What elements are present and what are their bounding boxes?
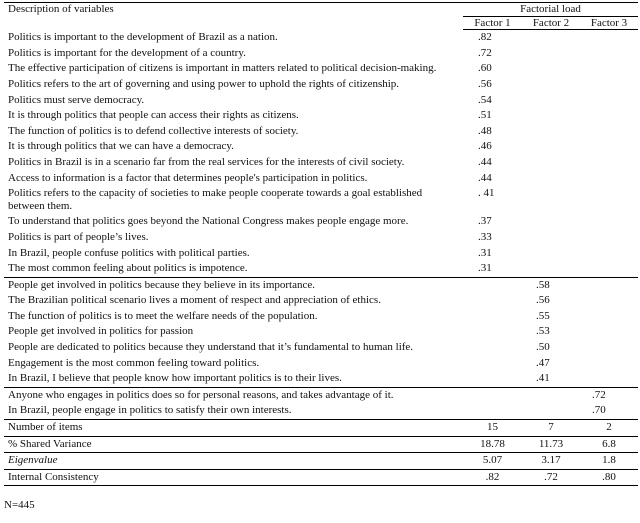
- factor-1-loading: .51: [478, 109, 492, 122]
- summary-label: Eigenvalue: [4, 453, 463, 470]
- factor-2-loading: .41: [536, 372, 550, 385]
- factor-2-loading: .50: [536, 341, 550, 354]
- factor-2-loading: [522, 214, 580, 230]
- factor-3-summary-value: 1.8: [580, 453, 638, 470]
- factor-2-loading: .55: [536, 309, 550, 322]
- table-row: [4, 340, 638, 356]
- table-body-items: [4, 30, 638, 420]
- factor-3-loading: [580, 371, 638, 387]
- factor-2-loading: .56: [536, 294, 550, 307]
- item-description: In Brazil, people confuse politics with political parties.: [8, 246, 250, 259]
- factor-2-loading: [522, 61, 580, 77]
- factor-3-loading: .72: [580, 387, 638, 403]
- item-description: It is through politics that we can have a democracy.: [8, 140, 234, 153]
- item-description: The Brazilian political scenario lives a moment of respect and appreciation of ethics.: [8, 294, 381, 307]
- factor-2-loading: [522, 30, 580, 46]
- item-description: Politics in Brazil is in a scenario far from the real services for the interests of civil society.: [8, 155, 405, 168]
- factor-2-loading: [522, 387, 580, 403]
- table-row: [4, 230, 638, 246]
- factor-3-loading: [580, 324, 638, 340]
- table-row: [4, 324, 638, 340]
- sample-size-note: N=445: [4, 499, 35, 511]
- factor-3-loading: [580, 186, 638, 214]
- factor-3-loading: [580, 46, 638, 62]
- factor-1-loading: .46: [478, 140, 492, 153]
- factor-3-loading: [580, 124, 638, 140]
- factor-1-loading: .54: [478, 93, 492, 106]
- factor-1-loading: .60: [478, 62, 492, 75]
- table-row: [4, 93, 638, 109]
- factor-2-summary-value: 3.17: [522, 453, 580, 470]
- factor-3-loading: [580, 30, 638, 46]
- table-row: [4, 261, 638, 277]
- item-description: In Brazil, people engage in politics to satisfy their own interests.: [8, 404, 292, 417]
- summary-label: Internal Consistency: [4, 469, 463, 486]
- factor-3-summary-value: 2: [580, 420, 638, 437]
- factor-2-header: Factor 2: [522, 16, 580, 30]
- factor-3-loading: [580, 230, 638, 246]
- factor-3-loading: [580, 214, 638, 230]
- factor-1-loading: . 41: [478, 187, 495, 200]
- factor-1-loading: [463, 387, 522, 403]
- table-row: [4, 246, 638, 262]
- table-row: [4, 356, 638, 372]
- summary-label: % Shared Variance: [4, 436, 463, 453]
- item-description: Access to information is a factor that determines people's participation in politics.: [8, 171, 368, 184]
- factor-1-loading: .82: [478, 31, 492, 44]
- item-description: Politics is part of people’s lives.: [8, 230, 149, 243]
- factor-3-summary-value: 6.8: [580, 436, 638, 453]
- factor-1-loading: [463, 309, 522, 325]
- summary-row: [4, 469, 638, 486]
- table-row: [4, 403, 638, 419]
- factor-2-loading: [522, 77, 580, 93]
- factor-1-loading: .72: [478, 46, 492, 59]
- table-body-summary: [4, 420, 638, 486]
- factor-1-loading: .31: [478, 262, 492, 275]
- summary-row: [4, 436, 638, 453]
- factor-3-loading: [580, 293, 638, 309]
- item-description: Politics is important to the development of Brazil as a nation.: [8, 30, 278, 43]
- table-row: [4, 293, 638, 309]
- item-description: To understand that politics goes beyond the National Congress makes people engage more.: [8, 215, 409, 228]
- table-row: [4, 371, 638, 387]
- factor-2-loading: [522, 261, 580, 277]
- factor-2-loading: [522, 46, 580, 62]
- factor-3-header: Factor 3: [580, 16, 638, 30]
- factor-1-loading: .44: [478, 171, 492, 184]
- factorial-load-header: Factorial load: [463, 3, 638, 17]
- table-row: [4, 124, 638, 140]
- item-description: Politics refers to the capacity of societies to make people cooperate towards a goal established between them.: [8, 187, 423, 212]
- table-row: [4, 61, 638, 77]
- factor-3-loading: [580, 108, 638, 124]
- item-description: The function of politics is to meet the welfare needs of the population.: [8, 309, 318, 322]
- factor-3-loading: [580, 340, 638, 356]
- factor-2-loading: [522, 230, 580, 246]
- item-description: In Brazil, I believe that people know how important politics is to their lives.: [8, 372, 342, 385]
- table-row: [4, 139, 638, 155]
- factor-3-loading: [580, 261, 638, 277]
- factor-3-loading: .70: [592, 404, 606, 417]
- table-row: [4, 46, 638, 62]
- summary-row: [4, 420, 638, 437]
- factor-2-loading: [522, 171, 580, 187]
- factor-1-summary-value: .82: [463, 469, 522, 486]
- factor-1-loading: .31: [478, 246, 492, 259]
- factor-1-loading: [463, 356, 522, 372]
- factor-2-loading: [522, 155, 580, 171]
- factor-3-loading: [580, 277, 638, 293]
- item-description: Politics is important for the development of a country.: [8, 46, 246, 59]
- factor-1-loading: [463, 324, 522, 340]
- factor-3-loading: [580, 309, 638, 325]
- factor-1-loading: [463, 340, 522, 356]
- item-description: Politics refers to the art of governing and using power to uphold the rights of citizenship.: [8, 77, 400, 90]
- item-description: The function of politics is to defend collective interests of society.: [8, 124, 299, 137]
- description-header: Description of variables: [4, 3, 463, 30]
- table-header: [4, 3, 638, 30]
- item-description: The effective participation of citizens is important in matters related to political decision-making.: [8, 62, 437, 75]
- factor-1-loading: [463, 293, 522, 309]
- table-row: [4, 277, 638, 293]
- item-description: People get involved in politics for passion: [8, 325, 194, 338]
- factor-1-loading: [463, 371, 522, 387]
- table-row: [4, 214, 638, 230]
- factor-2-loading: [522, 108, 580, 124]
- factor-1-loading: .44: [478, 155, 492, 168]
- factor-1-loading: .48: [478, 124, 492, 137]
- factor-2-loading: .53: [536, 325, 550, 338]
- summary-label: Number of items: [4, 420, 463, 437]
- factor-3-loading: [580, 246, 638, 262]
- table-row: [4, 108, 638, 124]
- factor-2-loading: .58: [522, 277, 580, 293]
- item-description: Anyone who engages in politics does so for personal reasons, and takes advantage of it.: [4, 387, 463, 403]
- factor-1-loading: .33: [478, 230, 492, 243]
- table-row: [4, 387, 638, 403]
- factor-1-loading: [463, 277, 522, 293]
- factor-1-loading: [463, 403, 522, 419]
- item-description: Engagement is the most common feeling toward politics.: [8, 356, 260, 369]
- factor-1-summary-value: 15: [463, 420, 522, 437]
- item-description: Politics must serve democracy.: [8, 93, 145, 106]
- factor-3-loading: [580, 356, 638, 372]
- table-row: [4, 30, 638, 46]
- factor-3-summary-value: .80: [580, 469, 638, 486]
- table-row: [4, 77, 638, 93]
- table-row: [4, 171, 638, 187]
- factor-1-loading: .37: [478, 215, 492, 228]
- factor-1-summary-value: 18.78: [463, 436, 522, 453]
- factor-2-summary-value: 11.73: [522, 436, 580, 453]
- table-row: [4, 155, 638, 171]
- item-description: People get involved in politics because they believe in its importance.: [4, 277, 463, 293]
- item-description: It is through politics that people can access their rights as citizens.: [8, 109, 299, 122]
- factor-3-loading: [580, 171, 638, 187]
- factor-2-summary-value: .72: [522, 469, 580, 486]
- summary-row: [4, 453, 638, 470]
- item-description: People are dedicated to politics because they understand that it’s fundamental to human life.: [8, 341, 414, 354]
- factor-3-loading: [580, 155, 638, 171]
- factor-1-header: Factor 1: [463, 16, 522, 30]
- table-row: [4, 186, 638, 214]
- factor-2-loading: .47: [536, 356, 550, 369]
- factor-2-loading: [522, 93, 580, 109]
- item-description: The most common feeling about politics is impotence.: [8, 262, 248, 275]
- factor-1-summary-value: 5.07: [463, 453, 522, 470]
- factor-2-loading: [522, 246, 580, 262]
- factor-3-loading: [580, 139, 638, 155]
- factor-2-loading: [522, 139, 580, 155]
- factor-3-loading: [580, 93, 638, 109]
- table-row: [4, 309, 638, 325]
- factor-2-summary-value: 7: [522, 420, 580, 437]
- factor-1-loading: .56: [478, 77, 492, 90]
- factor-2-loading: [522, 403, 580, 419]
- factor-2-loading: [522, 186, 580, 214]
- factor-3-loading: [580, 61, 638, 77]
- factor-loading-table: [4, 2, 638, 486]
- factor-3-loading: [580, 77, 638, 93]
- factor-2-loading: [522, 124, 580, 140]
